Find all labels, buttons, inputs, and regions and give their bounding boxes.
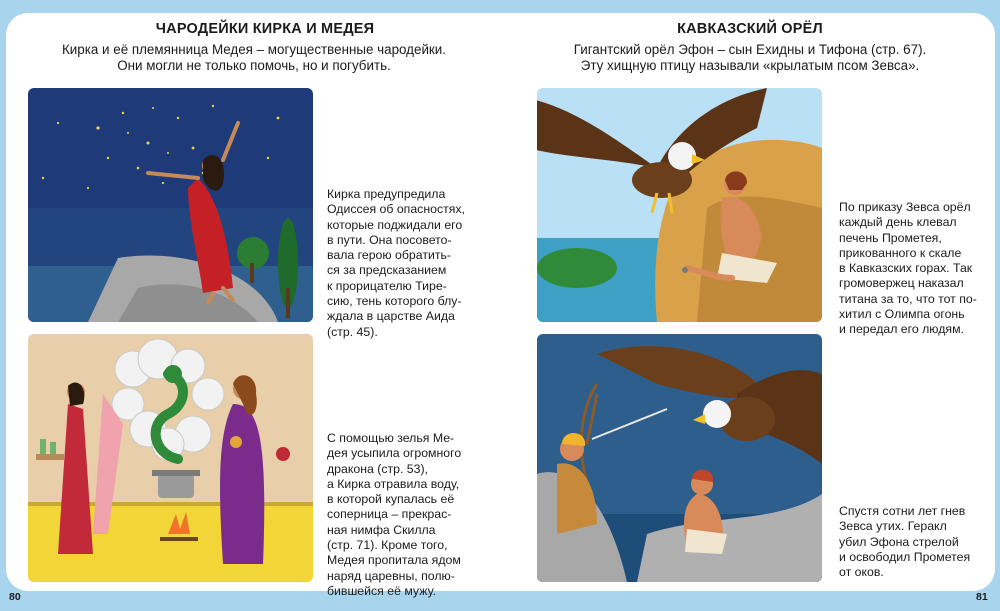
text-line: (стр. 45). — [327, 324, 378, 339]
text-line: По приказу Зевса орёл — [839, 200, 971, 214]
left-subtitle-line-1: Кирка и её племянница Медея – могущественные чародейки. — [62, 42, 446, 57]
text-line: которые поджидали его — [327, 217, 463, 232]
text-line: Медея пропитала ядом — [327, 553, 461, 568]
text-line: хитил с Олимпа огонь — [839, 307, 965, 322]
text-line: и освободил Прометея — [839, 549, 971, 564]
right-page-subtitle — [525, 42, 975, 74]
text-line: ся за предсказанием — [327, 263, 447, 278]
text-line: в Кавказских горах. Так — [839, 261, 973, 276]
text-line: от оков. — [839, 565, 884, 580]
left-page-title: ЧАРОДЕЙКИ КИРКА И МЕДЕЯ — [155, 21, 375, 37]
text-line: ная нимфа Скилла — [327, 522, 436, 537]
text-line: вала герою обратить- — [327, 248, 451, 263]
right-subtitle-line-1: Гигантский орёл Эфон – сын Ехидны и Тифона (стр. 67). — [573, 42, 927, 57]
text-line: бившейся её мужу. — [327, 583, 436, 598]
text-line: убил Эфона стрелой — [839, 534, 959, 549]
text-line: Спустя сотни лет гнев — [839, 504, 966, 518]
text-line: в пути. Она посовето- — [327, 232, 452, 247]
text-line: соперница – прекрас- — [327, 507, 452, 522]
illustration-medea-potion — [28, 334, 313, 582]
illustration-eagle-prometheus — [537, 88, 822, 322]
left-subtitle-line-2: Они могли не только помочь, но и погубить. — [117, 58, 391, 73]
left-page-number: 80 — [9, 591, 21, 603]
right-page-title: КАВКАЗСКИЙ ОРЁЛ — [677, 21, 823, 37]
book-gutter — [489, 13, 512, 591]
text-line: дея усыпила огромного — [327, 446, 462, 461]
text-line: в которой купалась её — [327, 492, 455, 507]
text-line: и передал его людям. — [839, 322, 964, 337]
text-line: дракона (стр. 53), — [327, 461, 428, 476]
text-line: титана за то, что тот по- — [839, 291, 977, 306]
illustration-circe-night — [28, 88, 313, 322]
text-line: печень Прометея, — [839, 230, 942, 245]
right-page-number: 81 — [976, 591, 988, 603]
right-subtitle-line-2: Эту хищную птицу называли «крылатым псом Зевса». — [580, 58, 920, 73]
left-text-block-2 — [327, 431, 487, 599]
text-line: каждый день клевал — [839, 215, 957, 230]
illustration-heracles-eagle — [537, 334, 822, 582]
text-line: Одиссея об опасностях, — [327, 202, 465, 217]
text-line: С помощью зелья Ме- — [327, 431, 455, 445]
text-line: (стр. 71). Кроме того, — [327, 538, 448, 553]
text-line: сию, тень которого блу- — [327, 294, 462, 309]
text-line: прикованного к скале — [839, 245, 962, 260]
right-text-block-1 — [839, 200, 997, 338]
text-line: к прорицателю Тире- — [327, 278, 447, 293]
text-line: а Кирка отравила воду, — [327, 476, 460, 491]
right-text-block-2 — [839, 504, 997, 580]
left-text-block-1 — [327, 187, 487, 340]
text-line: ждала в царстве Аида — [327, 309, 455, 324]
text-line: наряд царевны, полю- — [327, 568, 455, 583]
left-page-subtitle — [24, 42, 484, 74]
text-line: Кирка предупредила — [327, 187, 446, 201]
text-line: громовержец наказал — [839, 276, 964, 291]
text-line: Зевса утих. Геракл — [839, 519, 947, 534]
